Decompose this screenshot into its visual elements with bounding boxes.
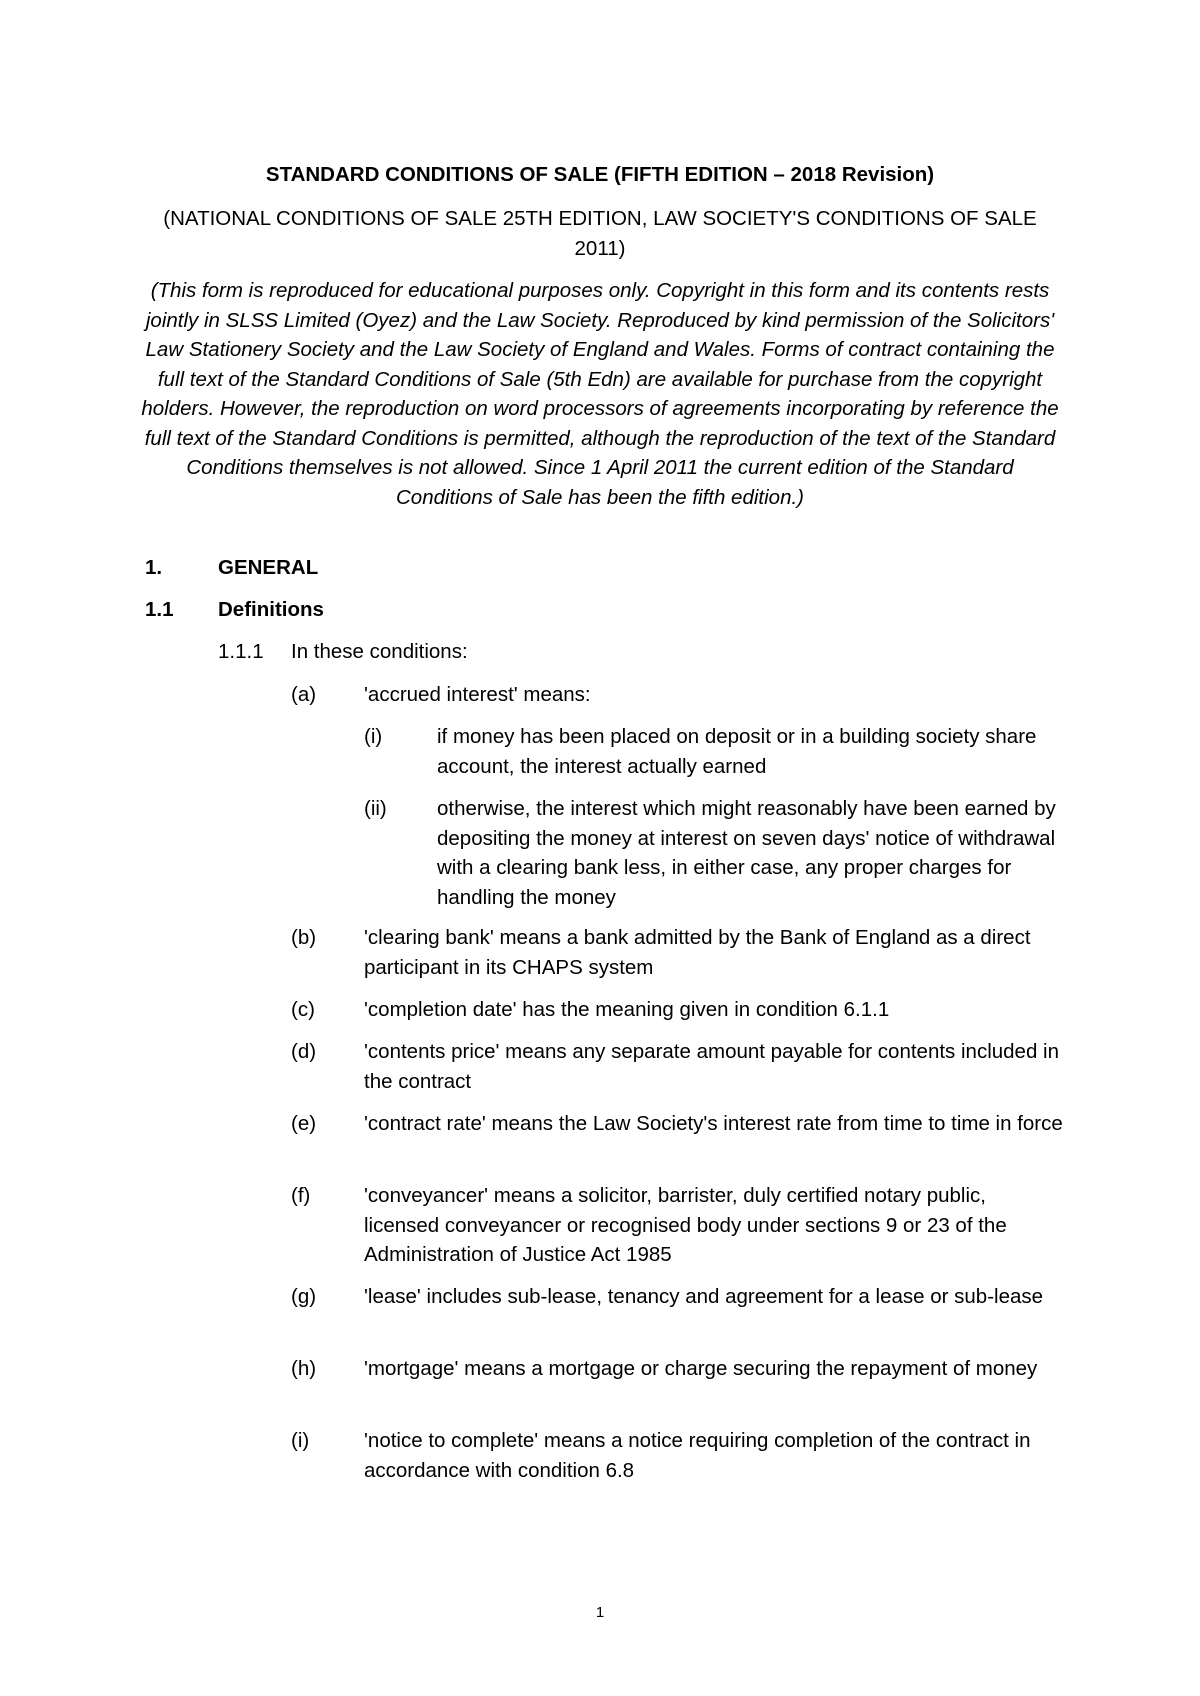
clause-number: 1.1.1 bbox=[218, 640, 264, 663]
item-text: 'conveyancer' means a solicitor, barrister, duly certified notary public, licensed conveyancer or recognised body under sections 9 or 23 of the Administration of Justice Act 1985 bbox=[364, 1184, 1007, 1266]
subsection-title: Definitions bbox=[218, 598, 324, 621]
subitem-text: if money has been placed on deposit or in a building society share account, the interest actually earned bbox=[437, 725, 1037, 778]
copyright-notice: (This form is reproduced for educational purposes only. Copyright in this form and its contents rests jointly in SLSS Limited (Oyez) and the Law Society. Reproduced by kind permission of the Solicitors' Law Stationery Society and the Law Society of England and Wales. Forms of contract containing the full text of the Standard Conditions of Sale (5th Edn) are available for purchase from the copyright holders. However, the reproduction on word processors of agreements incorporating by reference the full text of the Standard Conditions is permitted, although the reproduction of the text of the Standard Conditions themselves is not allowed. Since 1 April 2011 the current edition of the Standard Conditions of Sale has been the fifth edition.) bbox=[141, 279, 1059, 509]
clause-text: In these conditions: bbox=[291, 640, 468, 663]
item-label: (c) bbox=[291, 998, 315, 1021]
subitem-label: (i) bbox=[364, 725, 383, 748]
section-number: 1. bbox=[145, 556, 163, 579]
page-number: 1 bbox=[595, 1604, 605, 1621]
item-label: (a) bbox=[291, 683, 317, 706]
item-text: 'clearing bank' means a bank admitted by the Bank of England as a direct participant in its CHAPS system bbox=[364, 926, 1031, 979]
item-text: 'contents price' means any separate amount payable for contents included in the contract bbox=[364, 1040, 1059, 1093]
item-text: 'lease' includes sub-lease, tenancy and agreement for a lease or sub-lease bbox=[364, 1285, 1044, 1308]
item-text: 'mortgage' means a mortgage or charge securing the repayment of money bbox=[364, 1357, 1038, 1380]
item-label: (i) bbox=[291, 1429, 310, 1452]
item-label: (f) bbox=[291, 1184, 311, 1207]
item-label: (g) bbox=[291, 1285, 317, 1308]
item-label: (d) bbox=[291, 1040, 317, 1063]
item-text: 'contract rate' means the Law Society's interest rate from time to time in force bbox=[364, 1112, 1063, 1135]
item-text: 'completion date' has the meaning given in condition 6.1.1 bbox=[364, 998, 890, 1021]
item-label: (b) bbox=[291, 926, 317, 949]
subitem-label: (ii) bbox=[364, 797, 387, 820]
subitem-text: otherwise, the interest which might reasonably have been earned by depositing the money at interest on seven days' notice of withdrawal with a clearing bank less, in either case, any proper charges for handling the money bbox=[437, 797, 1056, 909]
document-subtitle: (NATIONAL CONDITIONS OF SALE 25TH EDITION, LAW SOCIETY'S CONDITIONS OF SALE 2011) bbox=[163, 207, 1037, 260]
item-text: 'accrued interest' means: bbox=[364, 683, 591, 706]
document-title: STANDARD CONDITIONS OF SALE (FIFTH EDITION – 2018 Revision) bbox=[265, 163, 935, 186]
subsection-number: 1.1 bbox=[145, 598, 174, 621]
item-label: (e) bbox=[291, 1112, 317, 1135]
section-title: GENERAL bbox=[218, 556, 319, 579]
item-label: (h) bbox=[291, 1357, 317, 1380]
item-text: 'notice to complete' means a notice requiring completion of the contract in accordance with condition 6.8 bbox=[364, 1429, 1031, 1482]
